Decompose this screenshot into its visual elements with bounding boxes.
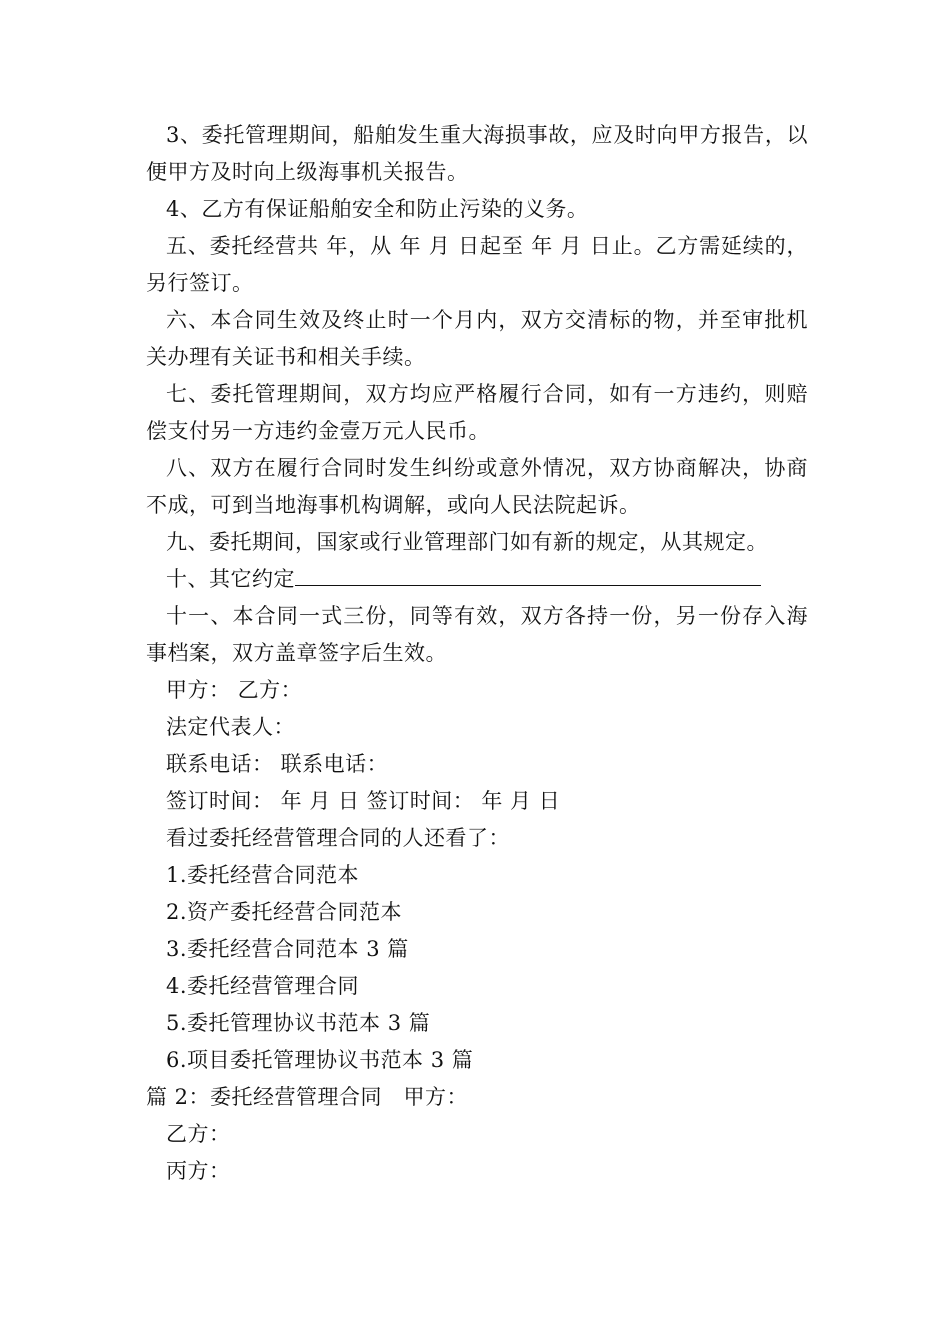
part2-party-c: 丙方： [166, 1159, 231, 1183]
related-list [146, 857, 808, 1079]
clause-4: 4、乙方有保证船舶安全和防止污染的义务。 [166, 197, 589, 221]
related-heading: 看过委托经营管理合同的人还看了： [166, 826, 510, 850]
clause-six: 六、本合同生效及终止时一个月内，双方交清标的物，并至审批机关办理有关证书和相关手续。 [146, 308, 808, 369]
part2-party-b: 乙方： [166, 1122, 231, 1146]
related-link-1[interactable]: 1.委托经营合同范本 [166, 863, 360, 887]
clause-nine: 九、委托期间，国家或行业管理部门如有新的规定，从其规定。 [166, 530, 768, 554]
signature-parties: 甲方： 乙方： [166, 678, 303, 702]
related-link-5[interactable]: 5.委托管理协议书范本 3 篇 [166, 1011, 431, 1035]
signature-legal-rep: 法定代表人： [166, 715, 295, 739]
clause-seven: 七、委托管理期间，双方均应严格履行合同，如有一方违约，则赔偿支付另一方违约金壹万元人民币。 [146, 382, 808, 443]
clause-five: 五、委托经营共 年，从 年 月 日起至 年 月 日止。乙方需延续的，另行签订。 [146, 234, 808, 295]
other-terms-label: 十、其它约定 [166, 567, 295, 591]
related-link-2[interactable]: 2.资产委托经营合同范本 [166, 900, 403, 924]
signature-phone: 联系电话： 联系电话： [166, 752, 389, 776]
other-terms-blank-line [295, 564, 761, 586]
related-link-3[interactable]: 3.委托经营合同范本 3 篇 [166, 937, 409, 961]
signature-time: 签订时间： 年 月 日 签订时间： 年 月 日 [166, 789, 561, 813]
clause-ten [146, 561, 808, 598]
part2-title: 篇 2：委托经营管理合同 甲方： [146, 1085, 469, 1109]
document-body [146, 117, 808, 1190]
clause-eight: 八、双方在履行合同时发生纠纷或意外情况，双方协商解决，协商不成，可到当地海事机构调解，或向人民法院起诉。 [146, 456, 808, 517]
clause-3: 3、委托管理期间，船舶发生重大海损事故，应及时向甲方报告，以便甲方及时向上级海事机关报告。 [146, 123, 808, 184]
related-link-4[interactable]: 4.委托经营管理合同 [166, 974, 360, 998]
clause-eleven: 十一、本合同一式三份，同等有效，双方各持一份，另一份存入海事档案，双方盖章签字后生效。 [146, 604, 808, 665]
related-link-6[interactable]: 6.项目委托管理协议书范本 3 篇 [166, 1048, 474, 1072]
